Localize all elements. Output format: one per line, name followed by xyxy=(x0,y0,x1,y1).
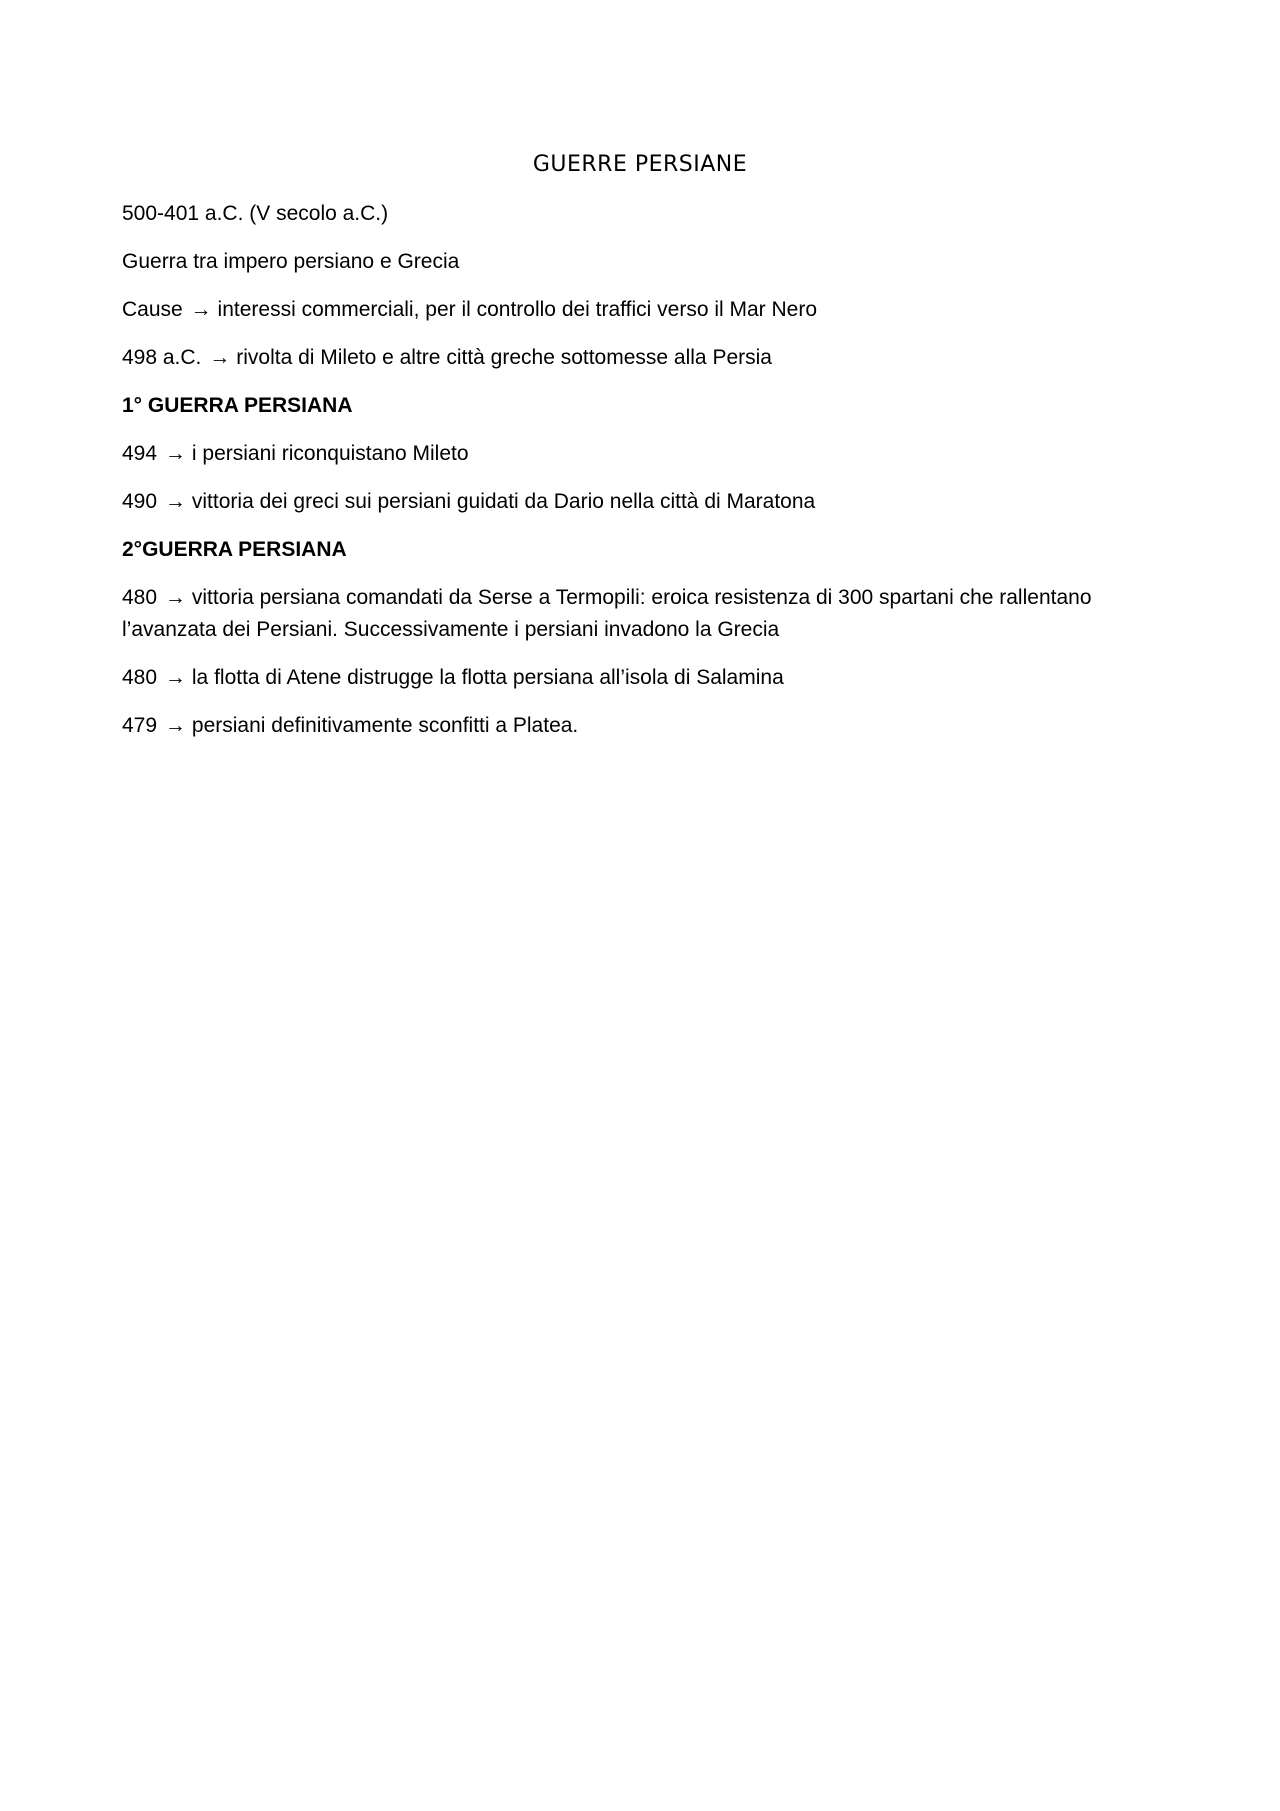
revolt-line xyxy=(122,342,1142,374)
event-line xyxy=(122,438,1142,470)
first-war-heading: 1° GUERRA PERSIANA xyxy=(122,394,353,417)
causes-text: interessi commerciali, per il controllo dei traffici verso il Mar Nero xyxy=(217,298,818,321)
event-line xyxy=(122,486,1142,518)
event-text: vittoria dei greci sui persiani guidati da Dario nella città di Maratona xyxy=(191,490,816,513)
arrow-icon: → xyxy=(164,490,186,513)
event-year: 479 xyxy=(122,714,158,737)
revolt-text: rivolta di Mileto e altre città greche sottomesse alla Persia xyxy=(236,346,772,369)
revolt-label: 498 a.C. xyxy=(122,346,202,369)
event-text: vittoria persiana comandati da Serse a Termopili: eroica resistenza di 300 spartani che rallentano l’avanzata dei Persiani. Successivamente i persiani invadono la Grecia xyxy=(122,586,1092,641)
event-text: persiani definitivamente sconfitti a Platea. xyxy=(191,714,579,737)
event-line xyxy=(122,582,1142,646)
causes-line xyxy=(122,294,1142,326)
event-year: 494 xyxy=(122,442,158,465)
event-text: i persiani riconquistano Mileto xyxy=(191,442,469,465)
causes-label: Cause xyxy=(122,298,183,321)
event-year: 480 xyxy=(122,666,158,689)
summary-line: Guerra tra impero persiano e Grecia xyxy=(122,250,460,273)
dates-line: 500-401 a.C. (V secolo a.C.) xyxy=(122,202,389,225)
event-line xyxy=(122,710,1142,742)
event-year: 490 xyxy=(122,490,158,513)
arrow-icon: → xyxy=(164,442,186,465)
arrow-icon: → xyxy=(164,586,186,609)
arrow-icon: → xyxy=(190,298,212,321)
document-title: GUERRE PERSIANE xyxy=(532,152,748,177)
arrow-icon: → xyxy=(164,666,186,689)
second-war-heading: 2°GUERRA PERSIANA xyxy=(122,538,347,561)
arrow-icon: → xyxy=(209,346,231,369)
event-line xyxy=(122,662,1142,694)
document-body xyxy=(122,198,1142,758)
event-year: 480 xyxy=(122,586,158,609)
arrow-icon: → xyxy=(164,714,186,737)
event-text: la flotta di Atene distrugge la flotta persiana all’isola di Salamina xyxy=(191,666,784,689)
